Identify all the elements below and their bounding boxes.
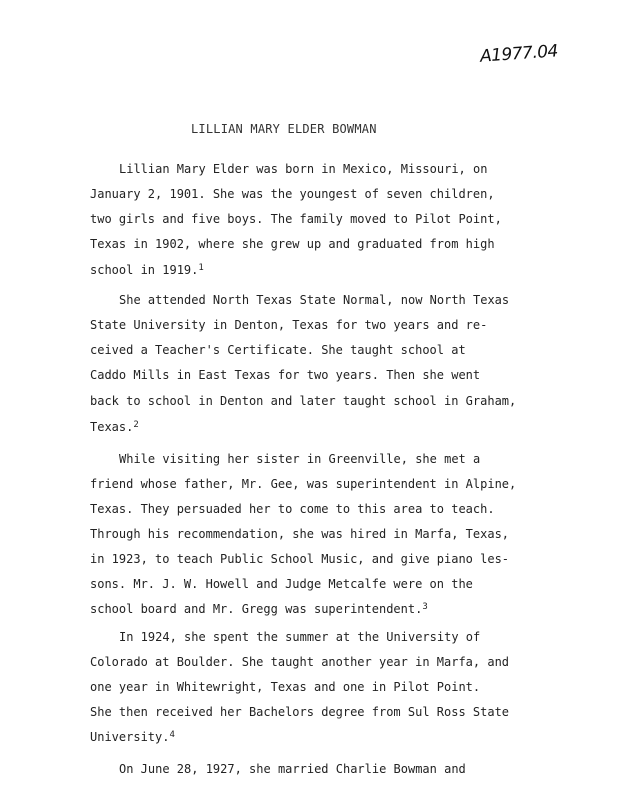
footnote-marker: 1 (198, 263, 204, 273)
text-line: In 1924, she spent the summer at the University of (119, 630, 481, 644)
text-line: back to school in Denton and later taught school in Graham, (90, 394, 517, 408)
text-line: On June 28, 1927, she married Charlie Bowman and (119, 762, 466, 776)
text-line-content: school board and Mr. Gregg was superintendent. (90, 602, 423, 616)
text-line-content: University. (90, 730, 170, 744)
text-line: Lillian Mary Elder was born in Mexico, Missouri, on (119, 162, 488, 176)
text-line: sons. Mr. J. W. Howell and Judge Metcalfe were on the (90, 577, 473, 591)
accession-number: A1977.04 (479, 41, 559, 67)
text-line-content: school in 1919. (90, 263, 199, 277)
text-line: January 2, 1901. She was the youngest of seven children, (90, 187, 495, 201)
text-line-content: Texas. (90, 420, 134, 434)
text-line (90, 263, 204, 277)
page-title: LILLIAN MARY ELDER BOWMAN (191, 122, 377, 136)
text-line (90, 730, 175, 744)
text-line (90, 602, 428, 616)
footnote-marker: 3 (422, 602, 428, 612)
text-line (90, 420, 139, 434)
footnote-marker: 4 (169, 730, 175, 740)
text-line: State University in Denton, Texas for two years and re- (90, 318, 488, 332)
footnote-marker: 2 (133, 420, 139, 430)
text-line: Colorado at Boulder. She taught another year in Marfa, and (90, 655, 510, 669)
text-line: Texas in 1902, where she grew up and graduated from high (90, 237, 495, 251)
text-line: Through his recommendation, she was hired in Marfa, Texas, (90, 527, 510, 541)
text-line: Texas. They persuaded her to come to this area to teach. (90, 502, 495, 516)
text-line: ceived a Teacher's Certificate. She taught school at (90, 343, 466, 357)
text-line: She then received her Bachelors degree from Sul Ross State (90, 705, 510, 719)
text-line: in 1923, to teach Public School Music, and give piano les- (90, 552, 510, 566)
text-line: Caddo Mills in East Texas for two years. Then she went (90, 368, 481, 382)
text-line: friend whose father, Mr. Gee, was superintendent in Alpine, (90, 477, 517, 491)
text-line: one year in Whitewright, Texas and one in Pilot Point. (90, 680, 481, 694)
text-line: She attended North Texas State Normal, now North Texas (119, 293, 510, 307)
text-line: While visiting her sister in Greenville, she met a (119, 452, 481, 466)
text-line: two girls and five boys. The family moved to Pilot Point, (90, 212, 502, 226)
